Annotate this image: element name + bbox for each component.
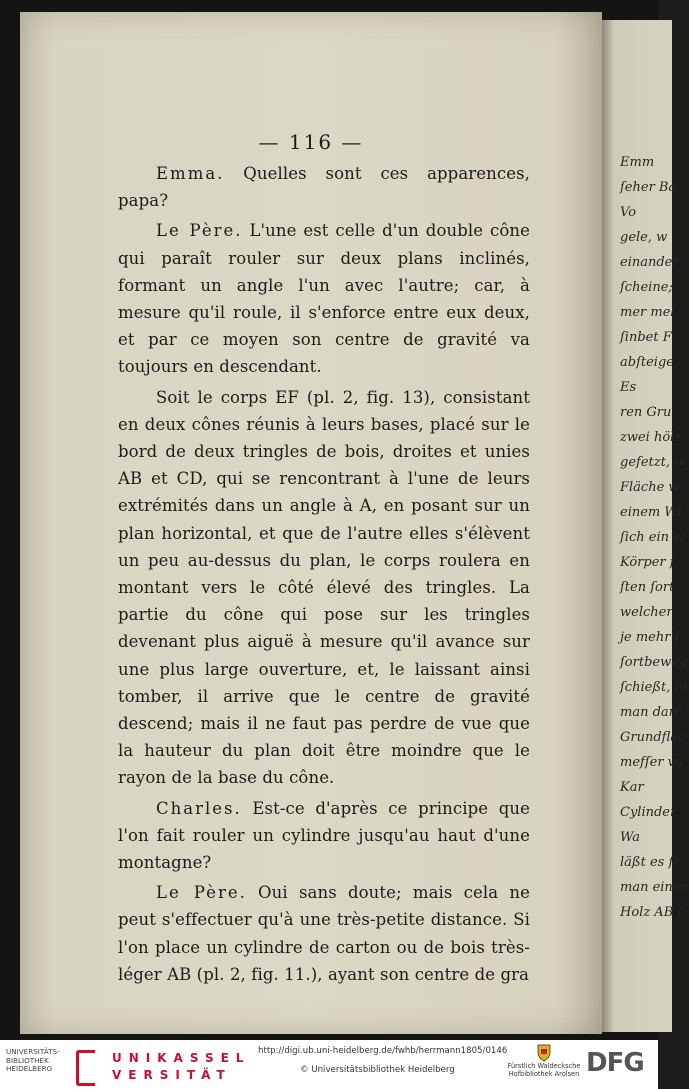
facing-page-line: Es	[620, 380, 637, 395]
paragraph-1	[118, 160, 530, 214]
paragraph-2	[118, 217, 530, 380]
facing-page-line: ſcheine;	[620, 280, 673, 295]
facing-page-line: Vo	[620, 205, 637, 220]
facing-page-line: man darſ	[620, 705, 680, 720]
facing-page-line: Körper ſ	[620, 555, 675, 570]
facing-page-line: ſchießt, ſo	[620, 680, 688, 695]
facing-page-line: ſeher Ba	[620, 180, 677, 195]
kassel-logo-line2: VERSITÄT	[112, 1068, 232, 1082]
facing-page-line: Fläche w	[620, 480, 680, 495]
paragraph-4	[118, 795, 530, 877]
dfg-logo[interactable]: DFG	[586, 1048, 644, 1078]
paragraph-text: Soit le corps EF (pl. 2, fig. 13), consistant en deux cônes réunis à leurs bases, placé sur le bord de deux tringles de bois, droites et unies AB et CD, qui se rencontrant à l'une de leurs extrémités dans un angle à A, en posant sur un plan horizontal, et que de l'autre elles s'élèvent un peu au-dessus du plan, le corps roulera en montant vers le côté élevé des tringles. La partie du cône qui pose sur les tringles devenant plus aiguë à mesure qu'il avance sur une plus large ouverture, et, le laissant ainsi tomber, il arrive que le centre de gravité descend; mais il ne faut pas perdre de vue que la hauteur du plan doit être moindre que le rayon de la base du cône.	[118, 387, 530, 788]
heidelberg-library-logo[interactable]: UNIVERSITÄTS-BIBLIOTHEK HEIDELBERG	[6, 1047, 60, 1073]
speaker: Charles.	[156, 798, 242, 818]
facing-page-line: einander	[620, 255, 679, 270]
facing-page-line: ren Gru	[620, 405, 672, 420]
facing-page-line: abſteige	[620, 355, 674, 370]
arolsen-library-logo[interactable]	[500, 1044, 588, 1078]
viewer-footer	[0, 1040, 658, 1089]
paragraph-text: Quelles sont ces apparences, papa?	[118, 164, 530, 211]
facing-page-line: gefetzt, w	[620, 455, 686, 470]
arolsen-library-name: Fürstlich Waldecksche Hofbibliothek Arolsen	[507, 1062, 581, 1078]
facing-page-line: man einen	[620, 880, 689, 895]
facing-page-line: je mehr ſ	[620, 630, 680, 645]
speaker: Le Père.	[156, 883, 247, 903]
facing-page-line: Grundfläc	[620, 730, 686, 745]
facing-page-text	[620, 150, 689, 925]
copyright-notice: © Universitätsbibliothek Heidelberg	[300, 1065, 455, 1075]
paragraph-text: Est-ce d'après ce principe que l'on fait rouler un cylindre jusqu'au haut d'une montagne?	[118, 798, 530, 873]
facing-page-line: Wa	[620, 830, 640, 845]
paragraph-text: Oui sans doute; mais cela ne peut s'effectuer qu'à une très-petite distance. Si l'on place un cylindre de carton ou de bois très-léger AB (pl. 2, fig. 11.), ayant son centre de gra	[118, 883, 530, 984]
paragraph-text: L'une est celle d'un double cône qui paraît rouler sur deux plans inclinés, formant un angle l'un avec l'autre; car, à mesure qu'il roule, il s'enforce entre eux deux, et par ce moyen son centre de gravité va toujours en descendant.	[118, 221, 530, 377]
speaker: Le Père.	[156, 221, 243, 241]
page-body	[118, 160, 530, 991]
facing-page-line: zwei hölz	[620, 430, 682, 445]
permalink-url[interactable]: http://digi.ub.uni-heidelberg.de/fwhb/herrmann1805/0146	[258, 1046, 508, 1056]
facing-page-line: einem Wi	[620, 505, 682, 520]
kassel-logo-line1: UNIKASSEL	[112, 1051, 251, 1065]
facing-page-line: Cylinder	[620, 805, 677, 820]
facing-page-line: gele, w	[620, 230, 668, 245]
page-number: — 116 —	[258, 130, 364, 154]
facing-page-line: Holz AB (	[620, 905, 683, 920]
facing-page-line: mefſer vo	[620, 755, 683, 770]
facing-page-line: mer mel	[620, 305, 675, 320]
facing-page-line: Emm	[620, 155, 655, 170]
crest-icon	[537, 1044, 551, 1062]
facing-page-line: ſich ein w	[620, 530, 685, 545]
speaker: Emma.	[156, 164, 225, 183]
kassel-mark-icon	[76, 1050, 95, 1086]
facing-page-line: welcher	[620, 605, 673, 620]
uni-kassel-logo[interactable]	[76, 1046, 256, 1084]
facing-page-line: ſten ſort	[620, 580, 675, 595]
facing-page-line: ſinbet F	[620, 330, 672, 345]
facing-page-line: läßt es ſi	[620, 855, 678, 870]
paragraph-3	[118, 384, 530, 792]
facing-page-line: ſortbeweg	[620, 655, 688, 670]
facing-page-line: Kar	[620, 780, 644, 795]
paragraph-5	[118, 879, 530, 988]
